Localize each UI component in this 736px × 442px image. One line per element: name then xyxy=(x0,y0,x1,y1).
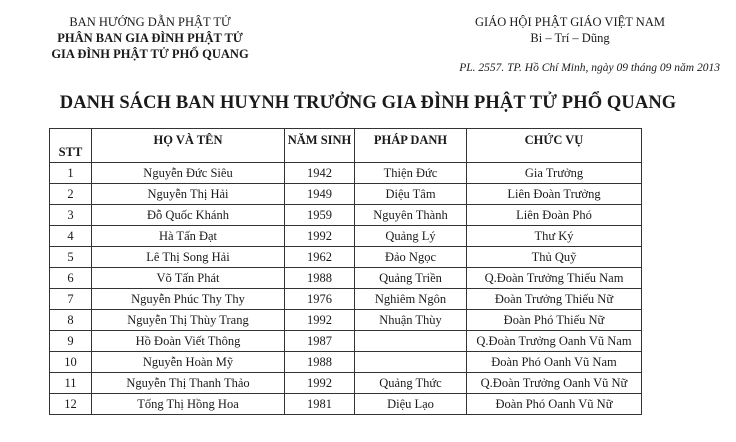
cell-position: Q.Đoàn Trưởng Thiếu Nam xyxy=(467,268,642,289)
column-header-birth-year: NĂM SINH xyxy=(285,129,355,163)
cell-name: Hồ Đoàn Viết Thông xyxy=(92,331,285,352)
column-header-position: CHỨC VỤ xyxy=(467,129,642,163)
cell-stt: 11 xyxy=(50,373,92,394)
cell-position: Đoàn Phó Oanh Vũ Nữ xyxy=(467,394,642,415)
cell-birth-year: 1992 xyxy=(285,226,355,247)
cell-stt: 12 xyxy=(50,394,92,415)
cell-name: Lê Thị Song Hải xyxy=(92,247,285,268)
cell-dharma-name: Nguyên Thành xyxy=(355,205,467,226)
cell-name: Nguyễn Thị Hải xyxy=(92,184,285,205)
cell-birth-year: 1949 xyxy=(285,184,355,205)
table-row xyxy=(50,310,642,331)
cell-stt: 8 xyxy=(50,310,92,331)
church-header xyxy=(440,14,700,46)
cell-birth-year: 1988 xyxy=(285,352,355,373)
cell-name: Tống Thị Hồng Hoa xyxy=(92,394,285,415)
column-header-stt: STT xyxy=(50,129,92,163)
table-row xyxy=(50,205,642,226)
header-subboard-line: PHÂN BAN GIA ĐÌNH PHẬT TỬ xyxy=(57,31,243,45)
cell-position: Q.Đoàn Trưởng Oanh Vũ Nam xyxy=(467,331,642,352)
table-row xyxy=(50,289,642,310)
cell-dharma-name: Quảng Triền xyxy=(355,268,467,289)
cell-birth-year: 1992 xyxy=(285,310,355,331)
cell-name: Nguyễn Hoàn Mỹ xyxy=(92,352,285,373)
cell-dharma-name: Đảo Ngọc xyxy=(355,247,467,268)
cell-name: Võ Tấn Phát xyxy=(92,268,285,289)
table-row xyxy=(50,394,642,415)
cell-position: Thư Ký xyxy=(467,226,642,247)
sangha-board-header xyxy=(30,14,270,62)
cell-position: Đoàn Phó Thiếu Nữ xyxy=(467,310,642,331)
cell-stt: 2 xyxy=(50,184,92,205)
header-family-line: GIA ĐÌNH PHẬT TỬ PHỔ QUANG xyxy=(51,47,249,61)
cell-birth-year: 1981 xyxy=(285,394,355,415)
cell-stt: 5 xyxy=(50,247,92,268)
column-header-name: HỌ VÀ TÊN xyxy=(92,129,285,163)
cell-stt: 9 xyxy=(50,331,92,352)
cell-birth-year: 1942 xyxy=(285,163,355,184)
cell-position: Đoàn Phó Oanh Vũ Nam xyxy=(467,352,642,373)
cell-stt: 1 xyxy=(50,163,92,184)
cell-dharma-name: Quảng Lý xyxy=(355,226,467,247)
cell-position: Gia Trưởng xyxy=(467,163,642,184)
roster-body xyxy=(50,163,642,415)
cell-stt: 10 xyxy=(50,352,92,373)
table-row xyxy=(50,373,642,394)
cell-stt: 4 xyxy=(50,226,92,247)
cell-name: Nguyễn Phúc Thy Thy xyxy=(92,289,285,310)
header-board-line: BAN HƯỚNG DẪN PHẬT TỬ xyxy=(69,15,231,29)
cell-birth-year: 1987 xyxy=(285,331,355,352)
cell-stt: 6 xyxy=(50,268,92,289)
cell-dharma-name: Thiện Đức xyxy=(355,163,467,184)
document-title: DANH SÁCH BAN HUYNH TRƯỞNG GIA ĐÌNH PHẬT TỬ PHỔ QUANG xyxy=(59,93,677,113)
cell-birth-year: 1988 xyxy=(285,268,355,289)
cell-birth-year: 1992 xyxy=(285,373,355,394)
cell-name: Nguyễn Đức Siêu xyxy=(92,163,285,184)
cell-position: Liên Đoàn Trưởng xyxy=(467,184,642,205)
cell-name: Nguyễn Thị Thùy Trang xyxy=(92,310,285,331)
cell-stt: 7 xyxy=(50,289,92,310)
cell-name: Hà Tấn Đạt xyxy=(92,226,285,247)
place-date-line: PL. 2557. TP. Hồ Chí Minh, ngày 09 tháng 09 năm 2013 xyxy=(459,62,720,74)
column-header-dharma-name: PHÁP DANH xyxy=(355,129,467,163)
cell-position: Q.Đoàn Trưởng Oanh Vũ Nữ xyxy=(467,373,642,394)
table-row xyxy=(50,352,642,373)
header-motto: Bi – Trí – Dũng xyxy=(530,31,610,45)
table-row xyxy=(50,268,642,289)
cell-dharma-name: Diệu Tâm xyxy=(355,184,467,205)
cell-birth-year: 1959 xyxy=(285,205,355,226)
header-church-name: GIÁO HỘI PHẬT GIÁO VIỆT NAM xyxy=(475,15,665,29)
table-row xyxy=(50,247,642,268)
table-row xyxy=(50,226,642,247)
cell-stt: 3 xyxy=(50,205,92,226)
cell-birth-year: 1976 xyxy=(285,289,355,310)
table-header-row xyxy=(50,129,642,163)
cell-name: Nguyễn Thị Thanh Thảo xyxy=(92,373,285,394)
roster-table xyxy=(49,128,642,415)
cell-position: Đoàn Trưởng Thiếu Nữ xyxy=(467,289,642,310)
cell-name: Đỗ Quốc Khánh xyxy=(92,205,285,226)
table-row xyxy=(50,184,642,205)
cell-dharma-name: Quảng Thức xyxy=(355,373,467,394)
cell-dharma-name: Nhuận Thùy xyxy=(355,310,467,331)
cell-dharma-name xyxy=(355,352,467,373)
table-row xyxy=(50,163,642,184)
table-row xyxy=(50,331,642,352)
cell-position: Liên Đoàn Phó xyxy=(467,205,642,226)
cell-dharma-name: Nghiêm Ngôn xyxy=(355,289,467,310)
cell-dharma-name xyxy=(355,331,467,352)
cell-dharma-name: Diệu Lạo xyxy=(355,394,467,415)
cell-birth-year: 1962 xyxy=(285,247,355,268)
cell-position: Thủ Quỹ xyxy=(467,247,642,268)
